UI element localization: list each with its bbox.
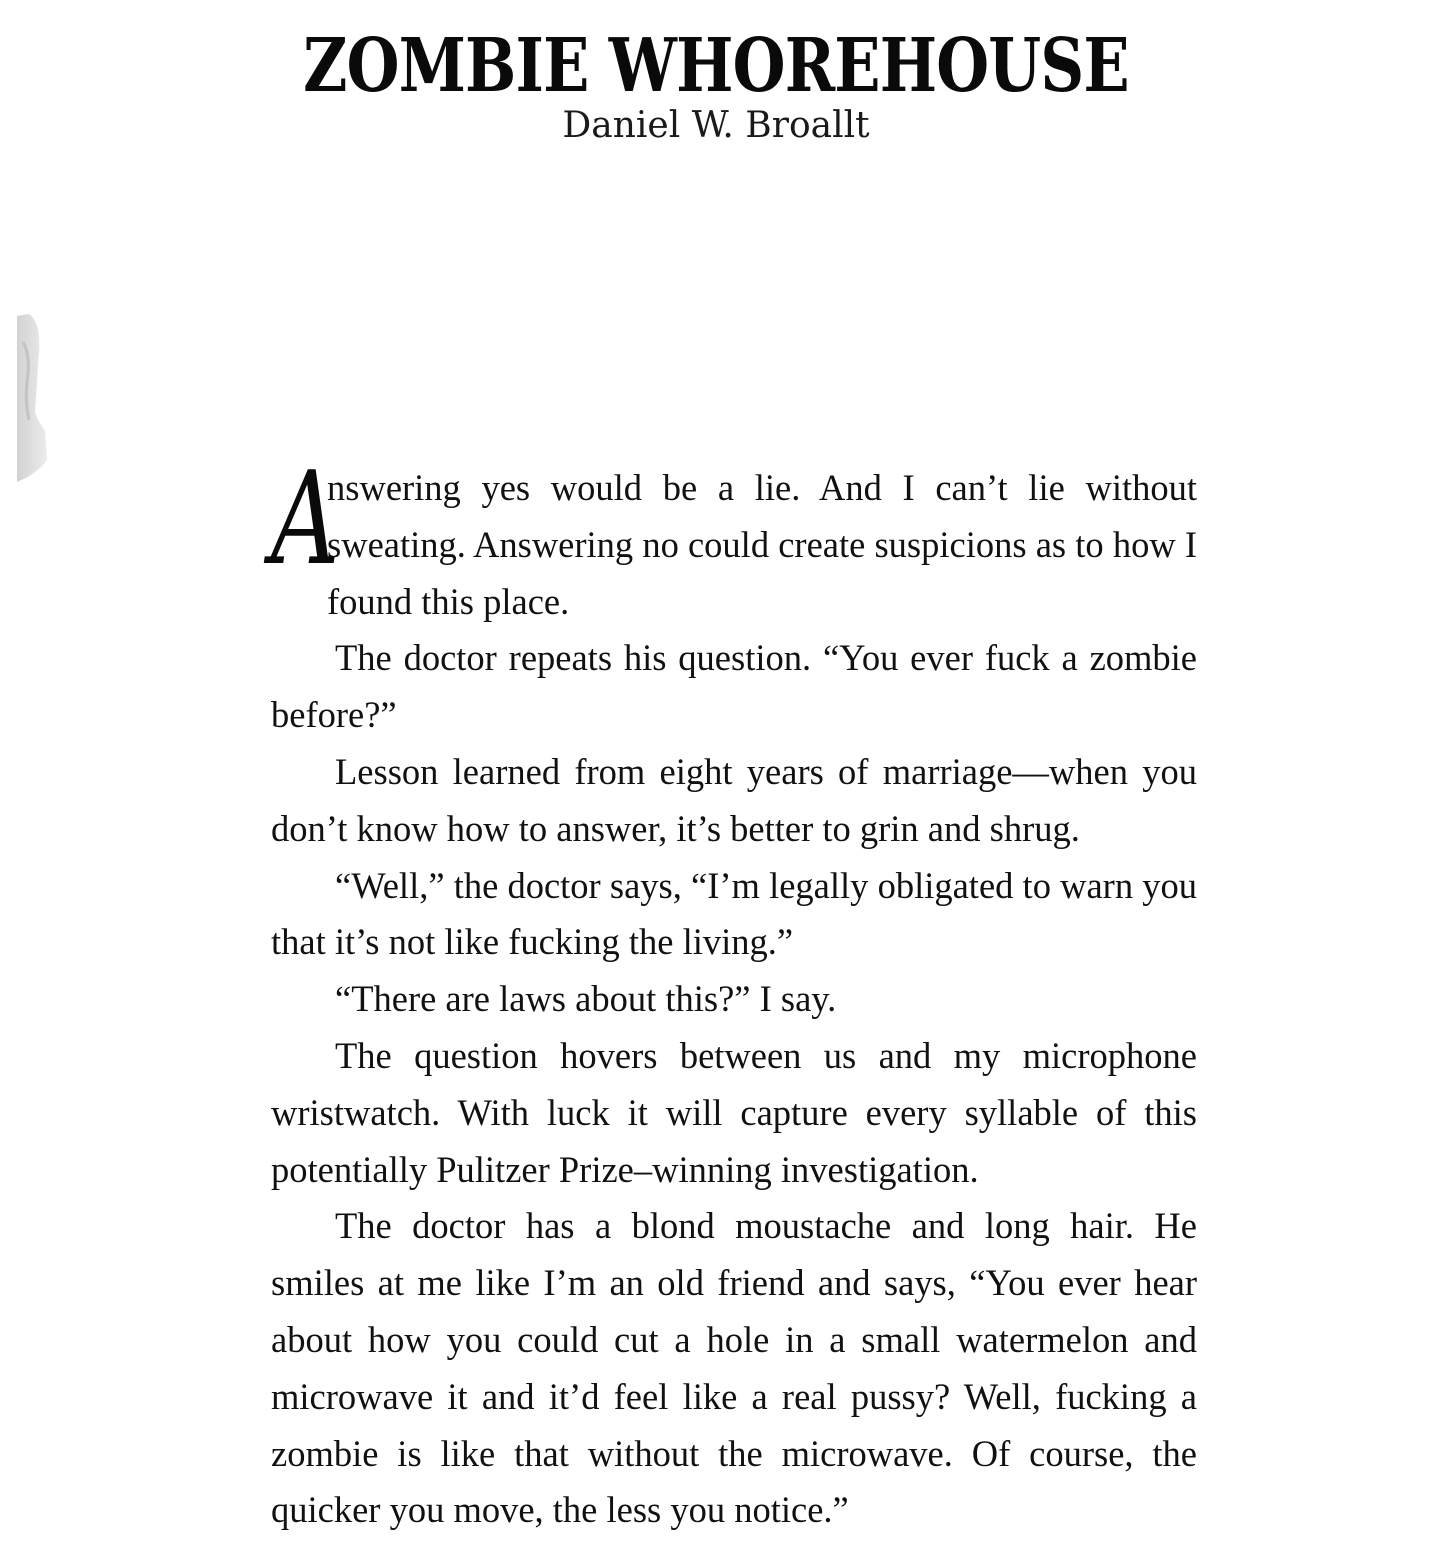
author-name: Daniel W. Broallt xyxy=(562,105,870,146)
story-paragraph: “There are laws about this?” I say. xyxy=(335,978,837,1020)
story-paragraph: The question hovers between us and my microphone wristwatch. With luck it will capture every syllable of this potentially Pulitzer Prize–winning investigation. xyxy=(271,1034,1197,1190)
story-title: ZOMBIE WHOREHOUSE xyxy=(303,23,1129,109)
story-paragraph: Lesson learned from eight years of marriage—when you don’t know how to answer, it’s better to grin and shrug. xyxy=(271,750,1197,849)
page-header xyxy=(0,22,1432,148)
story-paragraph: “Well,” the doctor says, “I’m legally obligated to warn you that it’s not like fucking the living.” xyxy=(271,864,1197,963)
story-paragraph xyxy=(271,445,1197,630)
story-paragraph: The doctor repeats his question. “You ever fuck a zombie before?” xyxy=(271,637,1197,736)
page-edge-artifact xyxy=(15,312,51,484)
drop-cap: A xyxy=(271,445,340,594)
story-paragraph-text: nswering yes would be a lie. And I can’t lie without sweating. Answering no could create suspicions as to how I found this place. xyxy=(327,467,1197,622)
story-paragraph: The doctor has a blond moustache and long hair. He smiles at me like I’m an old friend and says, “You ever hear about how you could cut a hole in a small watermelon and microwave it and it’d feel like a real pussy? Well, fucking a zombie is like that without the microwave. Of course, the quicker you move, the less you notice.” xyxy=(271,1205,1197,1531)
story-text xyxy=(271,445,1197,1539)
